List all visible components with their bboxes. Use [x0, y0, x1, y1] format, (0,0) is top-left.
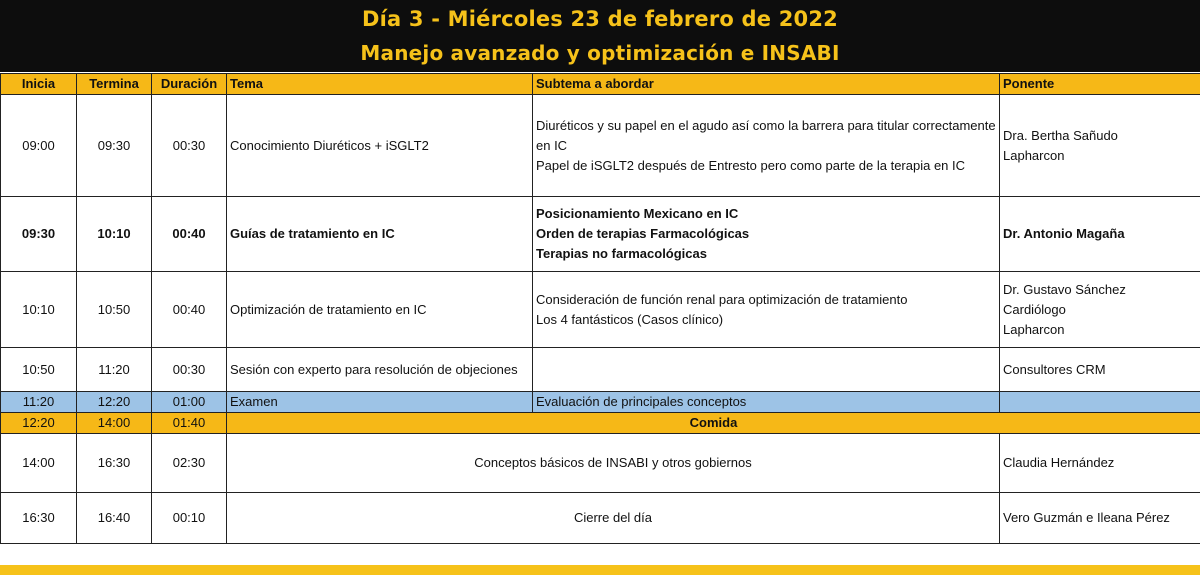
column-header-inicia: Inicia — [1, 74, 77, 95]
ponente-line: Lapharcon — [1003, 147, 1065, 163]
table-row — [1, 272, 1200, 348]
footer-accent-bar — [0, 565, 1200, 575]
cell-inicia: 09:00 — [1, 95, 77, 197]
cell-ponente — [1000, 95, 1200, 197]
cell-subtema — [533, 392, 1000, 413]
cell-ponente — [1000, 348, 1200, 392]
cell-ponente — [1000, 493, 1200, 544]
cell-duracion: 02:30 — [152, 434, 227, 493]
cell-merged-tema: Cierre del día — [227, 493, 1000, 544]
column-header-tema: Tema — [227, 74, 533, 95]
table-row — [1, 197, 1200, 272]
cell-subtema — [533, 348, 1000, 392]
cell-subtema — [533, 197, 1000, 272]
subtema-line: Consideración de función renal para optimización de tratamiento — [536, 291, 908, 307]
agenda-table — [0, 73, 1200, 544]
column-header-termina: Termina — [77, 74, 152, 95]
column-header-duracion: Duración — [152, 74, 227, 95]
cell-duracion: 00:30 — [152, 348, 227, 392]
cell-duracion: 00:40 — [152, 272, 227, 348]
cell-duracion: 00:10 — [152, 493, 227, 544]
cell-duracion: 01:00 — [152, 392, 227, 413]
cell-ponente — [1000, 392, 1200, 413]
ponente-line: Dr. Antonio Magaña — [1003, 226, 1125, 241]
cell-lunch: Comida — [227, 413, 1200, 434]
subtema-line: Diuréticos y su papel en el agudo así como la barrera para titular correctamente en IC — [536, 117, 996, 153]
ponente-line: Lapharcon — [1003, 321, 1065, 337]
subtema-line: Los 4 fantásticos (Casos clínico) — [536, 311, 724, 327]
cell-termina: 10:50 — [77, 272, 152, 348]
table-row — [1, 413, 1200, 434]
cell-duracion: 00:40 — [152, 197, 227, 272]
cell-subtema — [533, 272, 1000, 348]
cell-ponente — [1000, 272, 1200, 348]
cell-inicia: 10:10 — [1, 272, 77, 348]
cell-inicia: 10:50 — [1, 348, 77, 392]
cell-ponente — [1000, 434, 1200, 493]
cell-tema: Conocimiento Diuréticos + iSGLT2 — [227, 95, 533, 197]
cell-ponente — [1000, 197, 1200, 272]
page-title: Día 3 - Miércoles 23 de febrero de 2022 — [362, 7, 838, 31]
subtema-line: Orden de terapias Farmacológicas — [536, 226, 750, 241]
agenda-header — [0, 0, 1200, 72]
subtema-line: Posicionamiento Mexicano en IC — [536, 206, 739, 221]
cell-inicia: 09:30 — [1, 197, 77, 272]
table-row — [1, 348, 1200, 392]
cell-termina: 09:30 — [77, 95, 152, 197]
table-row — [1, 434, 1200, 493]
ponente-line: Claudia Hernández — [1003, 455, 1115, 470]
table-row — [1, 95, 1200, 197]
table-row — [1, 493, 1200, 544]
table-row — [1, 392, 1200, 413]
page-subtitle: Manejo avanzado y optimización e INSABI — [360, 41, 840, 65]
cell-tema: Examen — [227, 392, 533, 413]
subtema-line: Terapias no farmacológicas — [536, 246, 707, 261]
cell-duracion: 01:40 — [152, 413, 227, 434]
table-header-row — [1, 74, 1200, 95]
cell-termina: 11:20 — [77, 348, 152, 392]
cell-termina: 12:20 — [77, 392, 152, 413]
cell-termina: 10:10 — [77, 197, 152, 272]
cell-subtema — [533, 95, 1000, 197]
cell-termina: 16:30 — [77, 434, 152, 493]
column-header-subtema: Subtema a abordar — [533, 74, 1000, 95]
cell-inicia: 14:00 — [1, 434, 77, 493]
ponente-line: Cardiólogo — [1003, 301, 1066, 317]
cell-inicia: 12:20 — [1, 413, 77, 434]
ponente-line: Dr. Gustavo Sánchez — [1003, 281, 1126, 297]
cell-duracion: 00:30 — [152, 95, 227, 197]
column-header-ponente: Ponente — [1000, 74, 1200, 95]
cell-merged-tema: Conceptos básicos de INSABI y otros gobiernos — [227, 434, 1000, 493]
cell-tema: Optimización de tratamiento en IC — [227, 272, 533, 348]
cell-inicia: 11:20 — [1, 392, 77, 413]
cell-tema: Sesión con experto para resolución de objeciones — [227, 348, 533, 392]
ponente-line: Consultores CRM — [1003, 361, 1106, 377]
cell-inicia: 16:30 — [1, 493, 77, 544]
subtema-line: Papel de iSGLT2 después de Entresto pero como parte de la terapia en IC — [536, 157, 966, 173]
cell-termina: 16:40 — [77, 493, 152, 544]
cell-tema: Guías de tratamiento en IC — [227, 197, 533, 272]
ponente-line: Dra. Bertha Sañudo — [1003, 127, 1118, 143]
ponente-line: Vero Guzmán e Ileana Pérez — [1003, 510, 1170, 525]
subtema-line: Evaluación de principales conceptos — [536, 394, 747, 409]
cell-termina: 14:00 — [77, 413, 152, 434]
